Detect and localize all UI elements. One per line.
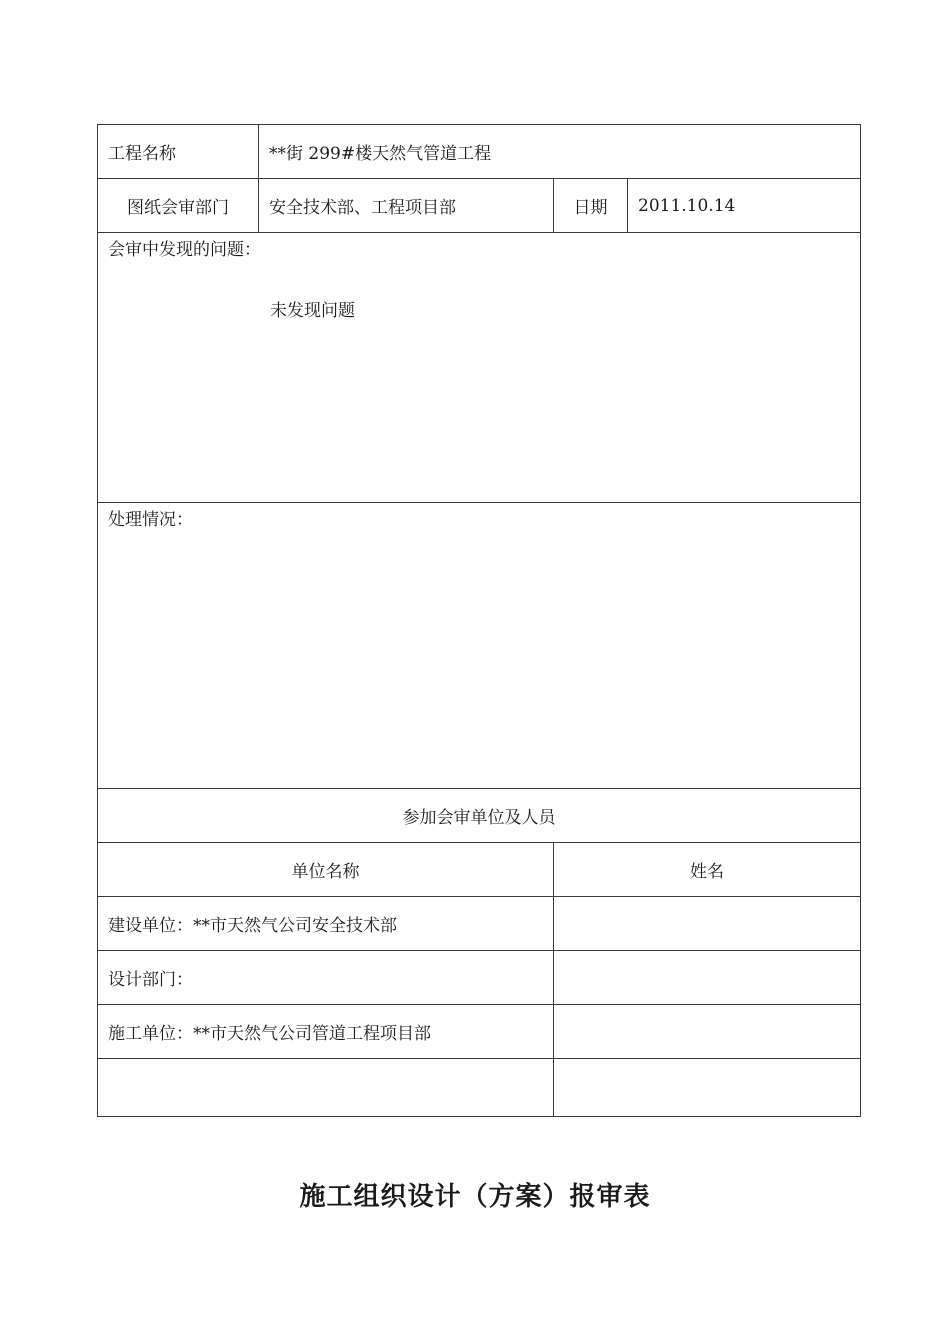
review-dept-row [98, 179, 861, 233]
name-cell [554, 1005, 861, 1059]
participants-header-row [98, 789, 861, 843]
footer-title: 施工组织设计（方案）报审表 [299, 1182, 651, 1212]
handling-label: 处理情况： [108, 510, 193, 530]
unit-col-header: 单位名称 [98, 843, 554, 897]
table-row [98, 951, 861, 1005]
date-value: 2011.10.14 [628, 179, 861, 233]
date-label: 日期 [554, 179, 628, 233]
review-form-table [97, 124, 861, 1117]
project-value: **街 299#楼天然气管道工程 [259, 125, 861, 179]
table-row [98, 1059, 861, 1117]
review-dept-label: 图纸会审部门 [98, 179, 259, 233]
issues-value: 未发现问题 [270, 301, 355, 321]
handling-row [98, 503, 861, 789]
review-dept-value: 安全技术部、工程项目部 [259, 179, 554, 233]
unit-cell: 设计部门： [98, 951, 554, 1005]
participants-col-header-row [98, 843, 861, 897]
table-row [98, 1005, 861, 1059]
name-cell [554, 897, 861, 951]
issues-cell [98, 233, 861, 503]
name-col-header: 姓名 [554, 843, 861, 897]
participants-header: 参加会审单位及人员 [98, 789, 861, 843]
issues-label: 会审中发现的问题： [108, 240, 261, 260]
project-row [98, 125, 861, 179]
name-cell [554, 951, 861, 1005]
name-cell [554, 1059, 861, 1117]
issues-row [98, 233, 861, 503]
unit-cell [98, 1059, 554, 1117]
handling-cell [98, 503, 861, 789]
project-label: 工程名称 [98, 125, 259, 179]
unit-cell: 建设单位：**市天然气公司安全技术部 [98, 897, 554, 951]
table-row [98, 897, 861, 951]
unit-cell: 施工单位：**市天然气公司管道工程项目部 [98, 1005, 554, 1059]
